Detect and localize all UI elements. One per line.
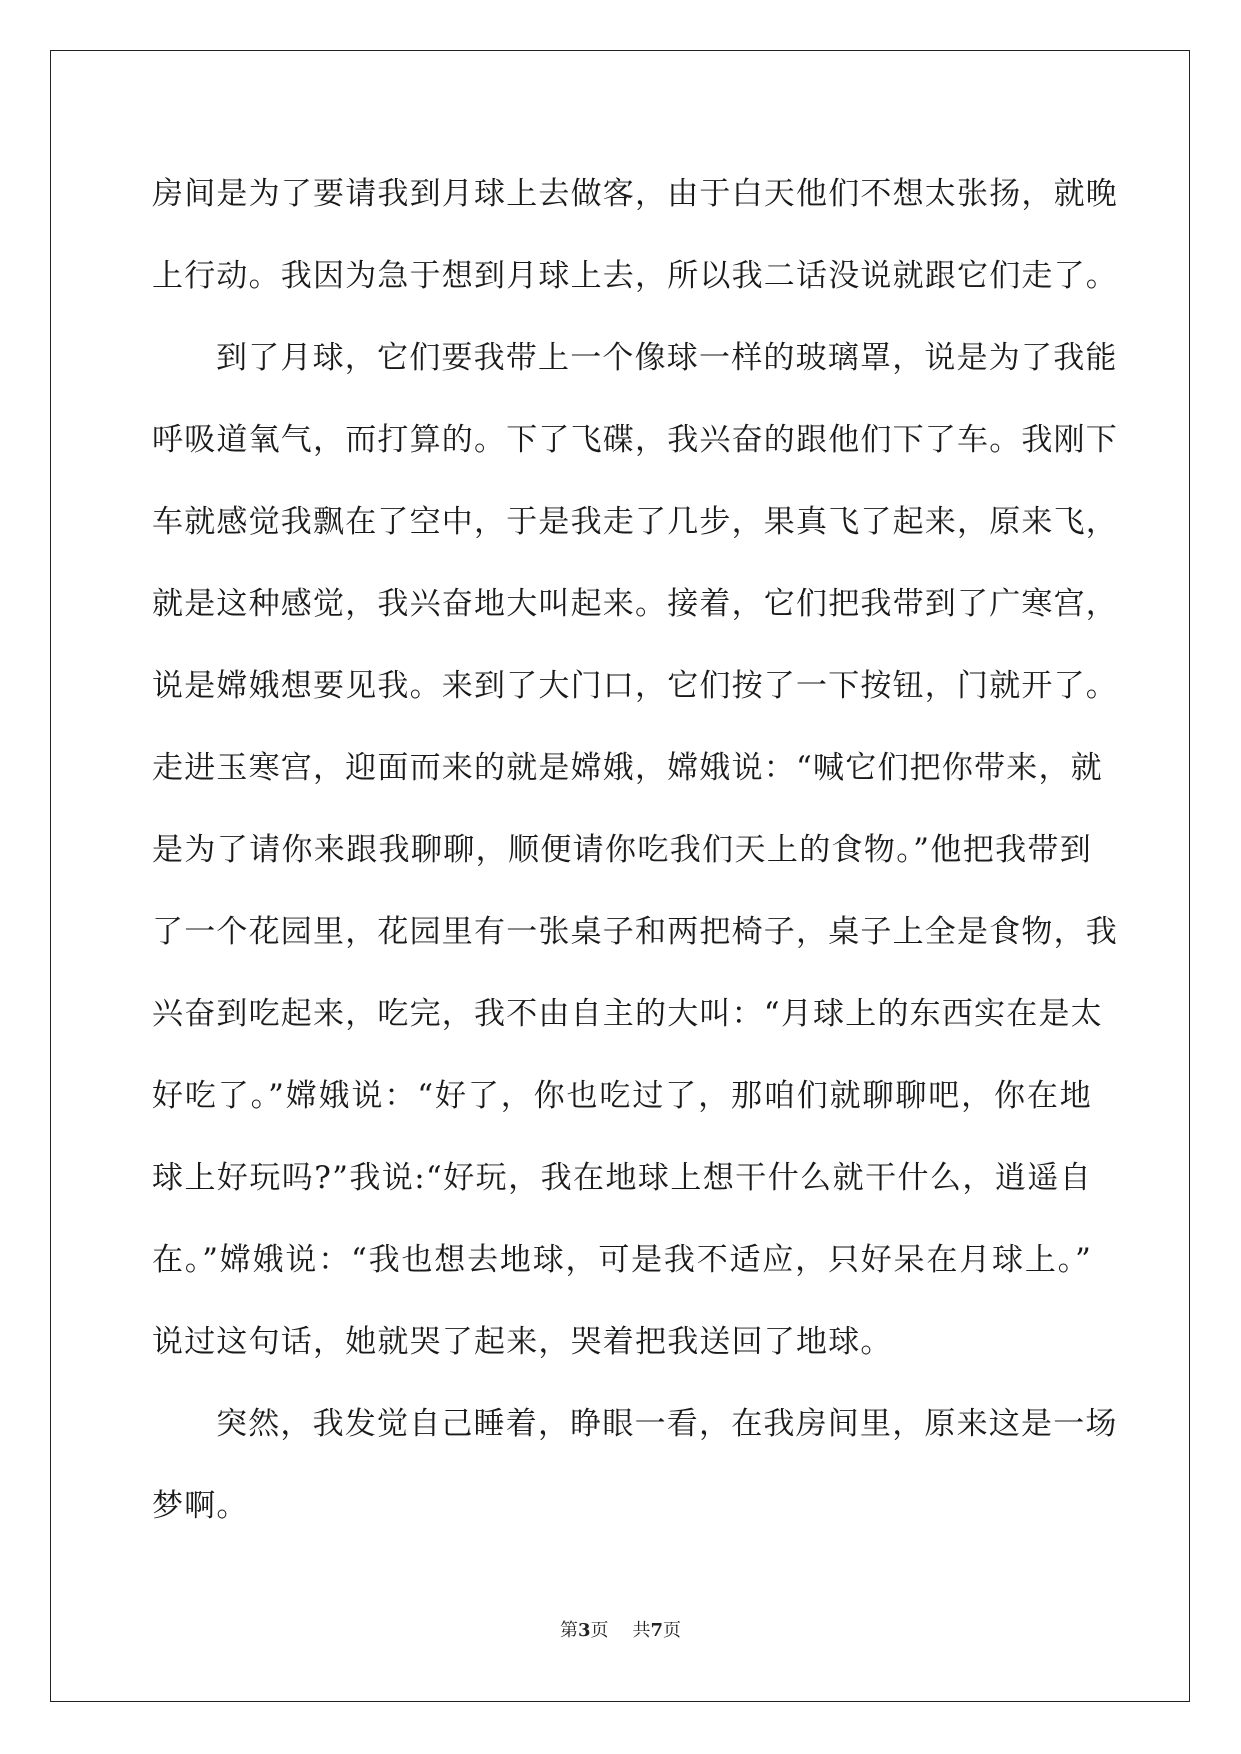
text-line: 说过这句话，她就哭了起来，哭着把我送回了地球。 [152,1324,893,1360]
text-line: 走进玉寒宫，迎面而来的就是嫦娥，嫦娥说：“喊它们把你带来，就 [152,750,1103,786]
document-body [152,153,1118,1547]
text-line: 在。”嫦娥说：“我也想去地球，可是我不适应，只好呆在月球上。” [152,1242,1092,1278]
page-footer [0,1616,1241,1642]
page-suffix: 页 [590,1620,609,1641]
text-line: 兴奋到吃起来，吃完，我不由自主的大叫：“月球上的东西实在是太 [152,996,1103,1032]
text-line: 就是这种感觉，我兴奋地大叫起来。接着，它们把我带到了广寒宫， [152,586,1118,622]
text-line: 车就感觉我飘在了空中，于是我走了几步，果真飞了起来，原来飞， [152,504,1118,540]
text-line: 梦啊。 [152,1488,249,1524]
text-line: 呼吸道氧气，而打算的。下了飞碟，我兴奋的跟他们下了车。我刚下 [152,422,1118,458]
text-line: 说是嫦娥想要见我。来到了大门口，它们按了一下按钮，门就开了。 [152,668,1118,704]
text-line: 到了月球，它们要我带上一个像球一样的玻璃罩，说是为了我能 [216,340,1118,376]
text-line: 上行动。我因为急于想到月球上去，所以我二话没说就跟它们走了。 [152,258,1118,294]
text-line: 球上好玩吗?”我说:“好玩，我在地球上想干什么就干什么，逍遥自 [152,1160,1092,1196]
text-line: 房间是为了要请我到月球上去做客，由于白天他们不想太张扬，就晚 [152,176,1118,212]
text-line: 突然，我发觉自己睡着，睁眼一看，在我房间里，原来这是一场 [216,1406,1118,1442]
total-prefix: 共 [632,1620,651,1641]
text-line: 了一个花园里，花园里有一张桌子和两把椅子，桌子上全是食物，我 [152,914,1118,950]
total-pages: 7 [650,1620,664,1641]
page-prefix: 第 [559,1620,578,1641]
text-line: 是为了请你来跟我聊聊，顺便请你吃我们天上的食物。”他把我带到 [152,832,1092,868]
text-line: 好吃了。”嫦娥说：“好了，你也吃过了，那咱们就聊聊吧，你在地 [152,1078,1092,1114]
total-suffix: 页 [663,1620,682,1641]
page-number: 3 [577,1620,591,1641]
